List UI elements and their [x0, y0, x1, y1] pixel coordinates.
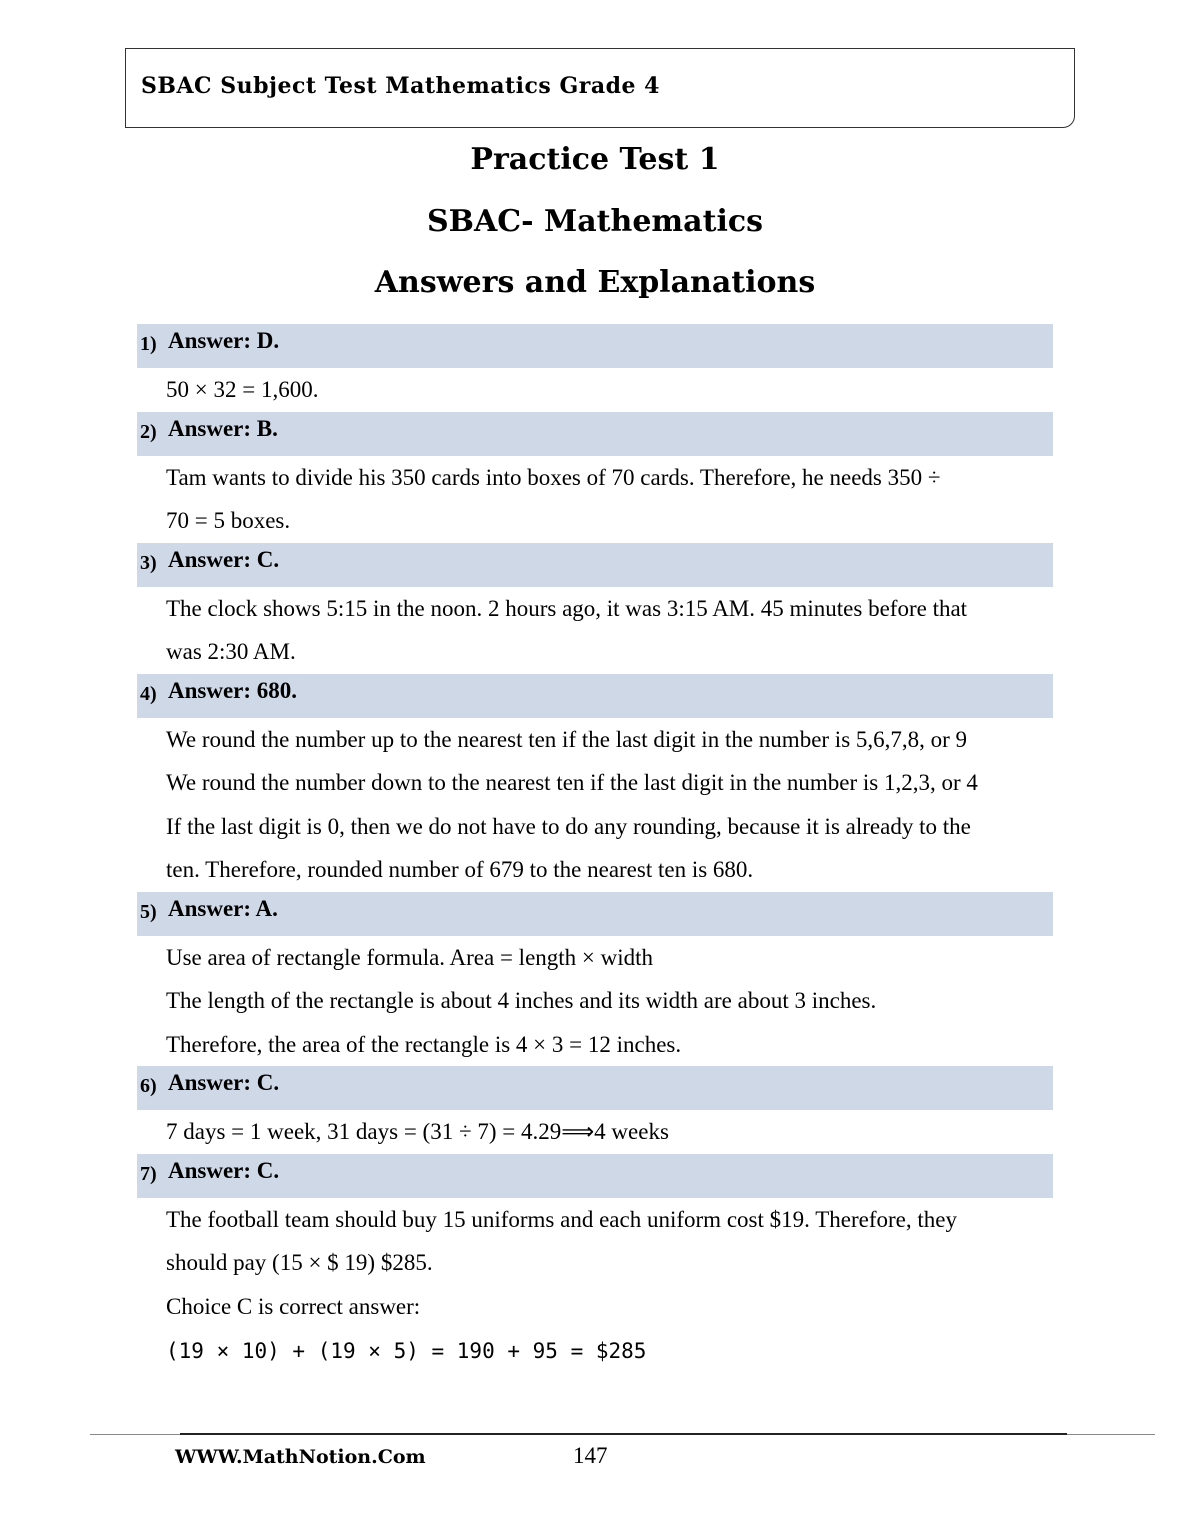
- explanation-line: The football team should buy 15 uniforms and each uniform cost $19. Therefore, they: [166, 1206, 957, 1232]
- answer-header: [137, 1154, 1053, 1198]
- explanation-line: Tam wants to divide his 350 cards into boxes of 70 cards. Therefore, he needs 350 ÷: [166, 464, 941, 490]
- explanation-line: We round the number down to the nearest ten if the last digit in the number is 1,2,3, or 4: [166, 770, 978, 795]
- answer-label: Answer: D.: [168, 328, 280, 353]
- answer-header: [137, 1066, 1053, 1110]
- explanation-line: was 2:30 AM.: [166, 639, 296, 664]
- explanation-line: 7 days = 1 week, 31 days = (31 ÷ 7) = 4.29⟹4 weeks: [166, 1119, 669, 1144]
- header-title: SBAC Subject Test Mathematics Grade 4: [141, 73, 660, 99]
- answers-list: [137, 324, 1053, 1374]
- explanation-line: 70 = 5 boxes.: [166, 508, 291, 533]
- answer-label: Answer: A.: [168, 895, 278, 921]
- answer-label: Answer: B.: [168, 415, 278, 441]
- answer-label: Answer: C.: [168, 546, 280, 572]
- answer-header: [137, 892, 1053, 936]
- answer-label: Answer: 680.: [168, 677, 298, 703]
- answer-number: 1): [140, 333, 157, 355]
- answer-header: [137, 412, 1053, 456]
- explanation-line: The clock shows 5:15 in the noon. 2 hours ago, it was 3:15 AM. 45 minutes before that: [166, 595, 968, 621]
- answer-header: [137, 324, 1053, 368]
- explanation-line: If the last digit is 0, then we do not have to do any rounding, because it is already to the: [166, 813, 971, 839]
- answer-header: [137, 674, 1053, 718]
- answer-label: Answer: C.: [168, 1157, 280, 1183]
- explanation-line: Therefore, the area of the rectangle is 4 × 3 = 12 inches.: [166, 1031, 682, 1057]
- explanation-line: Use area of rectangle formula. Area = length × width: [166, 944, 654, 970]
- answer-number: 7): [140, 1162, 157, 1185]
- answer-number: 4): [140, 682, 157, 705]
- answer-number: 3): [140, 551, 157, 574]
- explanation-line: The length of the rectangle is about 4 inches and its width are about 3 inches.: [166, 988, 877, 1013]
- answer-label: Answer: C.: [168, 1070, 280, 1095]
- answer-number: 6): [140, 1075, 157, 1097]
- page-number: 147: [573, 1443, 608, 1468]
- explanation-line: should pay (15 × $ 19) $285.: [166, 1250, 433, 1275]
- explanation-line: ten. Therefore, rounded number of 679 to the nearest ten is 680.: [166, 857, 754, 882]
- answer-header: [137, 543, 1053, 587]
- footer-rule-dark: [180, 1433, 1067, 1435]
- page-title: Practice Test 1: [470, 142, 720, 177]
- explanation-line: Choice C is correct answer:: [166, 1293, 421, 1319]
- explanation-line: 50 × 32 = 1,600.: [166, 377, 319, 402]
- answer-number: 5): [140, 900, 157, 923]
- section-title: Answers and Explanations: [374, 265, 816, 300]
- header-box: [125, 48, 1075, 128]
- footer-website: WWW.MathNotion.Com: [175, 1446, 426, 1468]
- math-expression: (19 × 10) + (19 × 5) = 190 + 95 = $285: [166, 1339, 647, 1363]
- explanation-line: We round the number up to the nearest ten if the last digit in the number is 5,6,7,8, or 9: [166, 726, 968, 752]
- page-subtitle: SBAC- Mathematics: [426, 204, 764, 239]
- answer-number: 2): [140, 420, 157, 443]
